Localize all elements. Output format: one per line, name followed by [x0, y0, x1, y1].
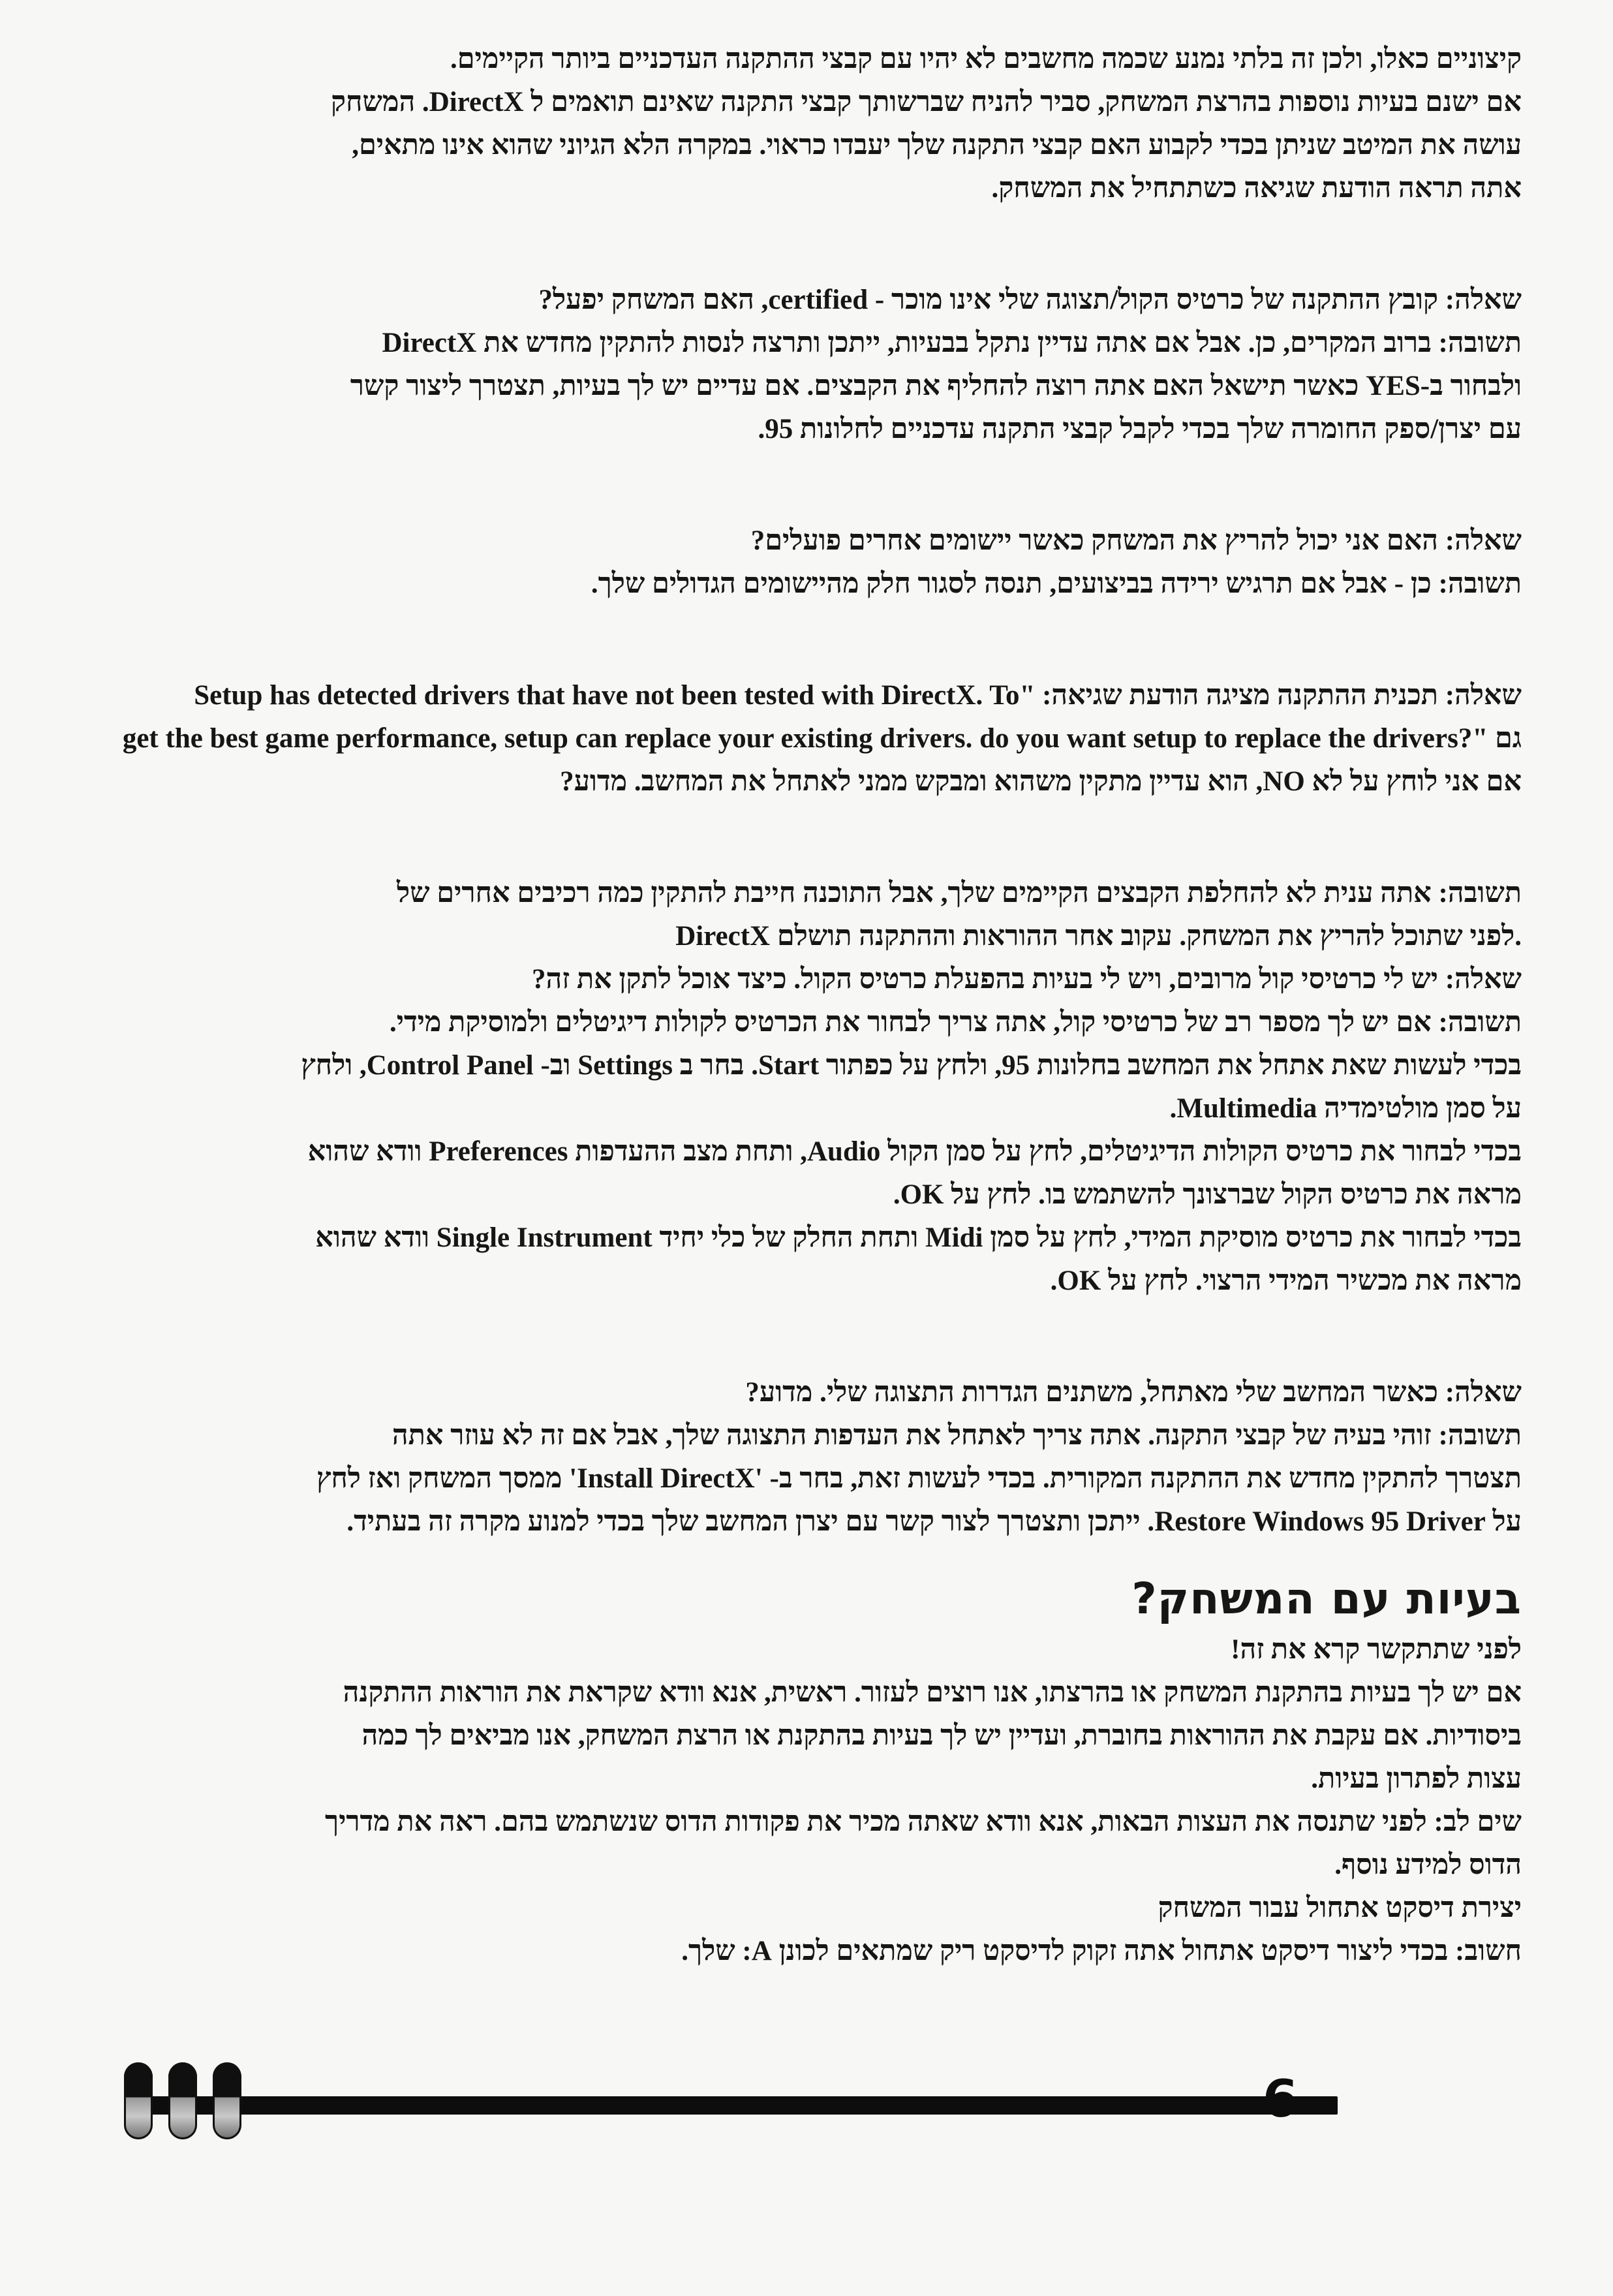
text-line: עצות לפתרון בעיות.	[1311, 1763, 1522, 1794]
text-line: חשוב: בכדי ליצור דיסקט אתחול אתה זקוק לדיסקט ריק שמתאים לכונן A: שלך.	[681, 1936, 1522, 1966]
text-line: תשובה: כן - אבל אם תרגיש ירידה בביצועים, תנסה לסגור חלק מהיישומים הגדולים שלך.	[591, 568, 1522, 599]
text-line: תשובה: ברוב המקרים, כן. אבל אם אתה עדיין נתקל בבעיות, ייתכן ותרצה לנסות להתקין מחדש את DirectX	[382, 328, 1522, 358]
footer-rule	[137, 2096, 1338, 2115]
pill-icon	[213, 2062, 241, 2139]
text-line: לפני שתתקשר קרא את זה!	[1231, 1634, 1522, 1665]
text-line: שים לב: לפני שתנסה את העצות הבאות, אנא וודא שאתה מכיר את פקודות הדוס שנשתמש בהם. ראה את מדריך	[324, 1807, 1522, 1837]
pill-icon	[168, 2062, 197, 2139]
text-line: בכדי לעשות שאת אתחל את המחשב בחלונות 95, ולחץ על כפתור Start. בחר ב Settings וב- Control Panel, ולחץ	[301, 1050, 1522, 1081]
text-line: תשובה: זוהי בעיה של קבצי התקנה. אתה צריך לאתחל את העדפות התצוגה שלך, אבל אם זה לא עוזר אתה	[392, 1420, 1522, 1451]
paragraph	[117, 872, 1522, 1303]
text-line: get the best game performance, setup can replace your existing drivers. do you want setup to replace the drivers?" גם	[122, 723, 1522, 754]
paragraph	[117, 1371, 1522, 1544]
text-line: ולבחור ב-YES כאשר תישאל האם אתה רוצה להחליף את הקבצים. אם עדיים יש לך בעיות, תצטרך ליצור קשר	[350, 371, 1522, 401]
text-line: אם ישנם בעיות נוספות בהרצת המשחק, סביר להניח שברשותך קבצי התקנה שאינם תואמים ל DirectX. המשחק	[331, 87, 1522, 117]
paragraph	[117, 38, 1522, 210]
text-line: שאלה: תכנית ההתקנה מציגה הודעת שגיאה: "Setup has detected drivers that have not been tested with DirectX. To	[194, 680, 1522, 711]
text-line: שאלה: קובץ ההתקנה של כרטיס הקול/תצוגה שלי אינו מוכר - certified, האם המשחק יפעל?	[538, 285, 1522, 315]
text-line: אתה תראה הודעת שגיאה כשתתחיל את המשחק.	[991, 173, 1522, 204]
section-body	[117, 1628, 1522, 1973]
text-line: תצטרך להתקין מחדש את ההתקנה המקורית. בכדי לעשות זאת, בחר ב- 'Install DirectX' ממסך המשחק ואז לחץ	[316, 1463, 1522, 1494]
text-line: ביסודיות. אם עקבת את ההוראות בחוברת, ועדיין יש לך בעיות בהתקנת או הרצת המשחק, אנו מביאים לך כמה	[361, 1720, 1522, 1751]
text-line: מראה את מכשיר המידי הרצוי. לחץ על OK.	[1050, 1265, 1522, 1296]
footer-decoration	[111, 2062, 1338, 2147]
page-number: 6	[1263, 2070, 1298, 2129]
paragraph	[117, 520, 1522, 606]
paragraph	[117, 279, 1522, 451]
text-line: קיצוניים כאלו, ולכן זה בלתי נמנע שכמה מחשבים לא יהיו עם קבצי ההתקנה העדכניים ביותר הקיימים.	[450, 44, 1522, 74]
section-heading: בעיות עם המשחק?	[1131, 1574, 1522, 1624]
text-line: DirectX לפני שתוכל להריץ את המשחק. עקוב אחר ההוראות וההתקנה תושלם.	[675, 921, 1522, 952]
pill-icon	[124, 2062, 153, 2139]
text-line: עם יצרן/ספק החומרה שלך בכדי לקבל קבצי התקנה עדכניים לחלונות 95.	[758, 414, 1522, 444]
text-line: שאלה: יש לי כרטיסי קול מרובים, ויש לי בעיות בהפעלת כרטיס הקול. כיצד אוכל לתקן את זה?	[531, 964, 1522, 995]
text-line: תשובה: אם יש לך מספר רב של כרטיסי קול, אתה צריך לבחור את הכרטיס לקולות דיגיטלים ולמוסיקת מידי.	[389, 1007, 1522, 1038]
text-line: שאלה: כאשר המחשב שלי מאתחל, משתנים הגדרות התצוגה שלי. מדוע?	[745, 1377, 1522, 1408]
text-line: הדוס למידע נוסף.	[1334, 1850, 1522, 1880]
text-line: יצירת דיסקט אתחול עבור המשחק	[1158, 1893, 1522, 1923]
text-line: שאלה: האם אני יכול להריץ את המשחק כאשר יישומים אחרים פועלים?	[750, 525, 1522, 556]
text-line: בכדי לבחור את כרטיס מוסיקת המידי, לחץ על סמן Midi ותחת החלק של כלי יחיד Single Instrument וודא שהוא	[315, 1222, 1522, 1253]
text-line: מראה את כרטיס הקול שברצונך להשתמש בו. לחץ על OK.	[893, 1179, 1522, 1210]
text-line: על Restore Windows 95 Driver. ייתכן ותצטרך לצור קשר עם יצרן המחשב שלך בכדי למנוע מקרה זה בעתיד.	[346, 1506, 1522, 1537]
paragraph	[117, 674, 1522, 803]
text-line: אם יש לך בעיות בהתקנת המשחק או בהרצתו, אנו רוצים לעזור. ראשית, אנא וודא שקראת את הוראות ההתקנה	[343, 1677, 1522, 1708]
text-line: אם אני לוחץ על לא NO, הוא עדיין מתקין משהוא ומבקש ממני לאתחל את המחשב. מדוע?	[560, 766, 1522, 797]
text-line: בכדי לבחור את כרטיס הקולות הדיגיטלים, לחץ על סמן הקול Audio, ותחת מצב ההעדפות Preferences וודא שהוא	[307, 1136, 1522, 1167]
text-line: על סמן מולטימדיה Multimedia.	[1169, 1093, 1522, 1124]
text-line: תשובה: אתה ענית לא להחלפת הקבצים הקיימים שלך, אבל התוכנה חייבת להתקין כמה רכיבים אחרים של	[397, 878, 1522, 908]
body-text	[117, 38, 1522, 1973]
text-line: עושה את המיטב שניתן בכדי לקבוע האם קבצי התקנה שלך יעבדו כראוי. במקרה הלא הגיוני שהוא אינו מתאים,	[352, 130, 1522, 161]
